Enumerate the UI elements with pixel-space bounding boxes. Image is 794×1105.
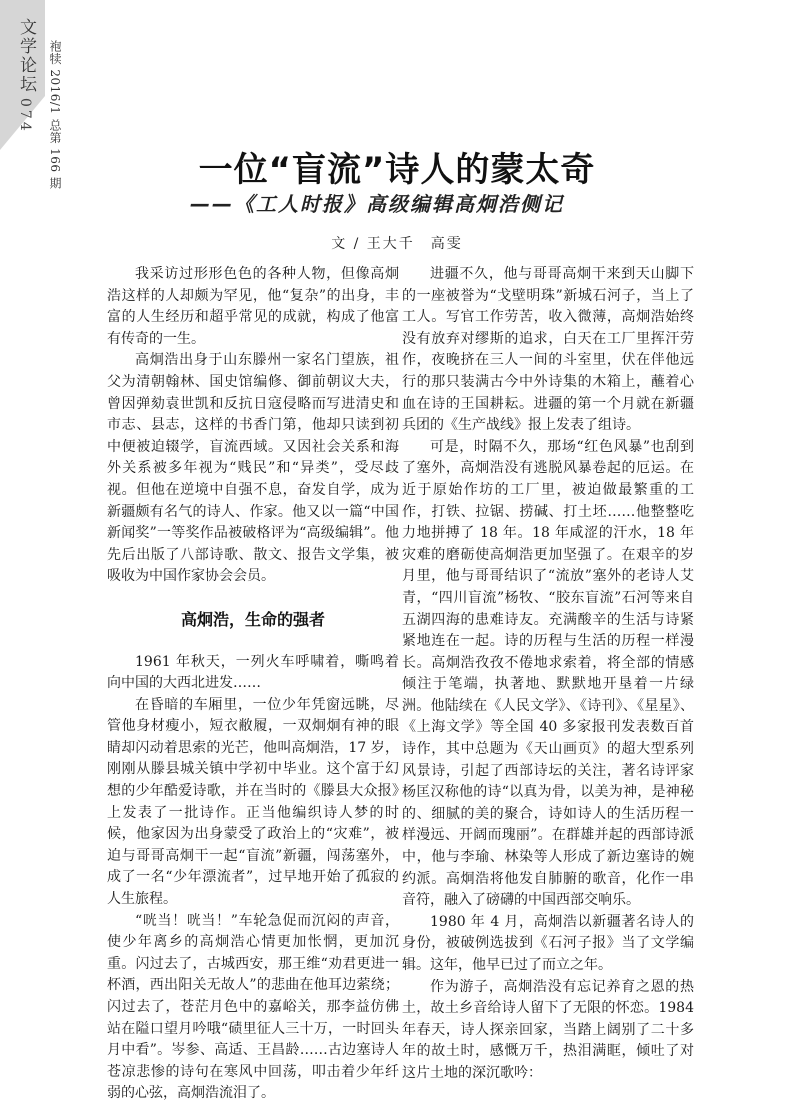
- paragraph: 1961 年秋天，一列火车呼啸着，嘶鸣着向中国的大西北进发……: [107, 653, 399, 692]
- issue-info: 袍犊 2016/1 总第 166 期: [48, 40, 62, 190]
- section-heading: 高炯浩，生命的强者: [180, 609, 325, 629]
- page-number: 074: [17, 98, 33, 134]
- paragraph: 高炯浩出身于山东滕州一家名门望族，祖父为清朝翰林、国史馆编修、御前朝议大夫，曾因弹劾袁世凯和反抗日寇侵略而写进清史和市志、县志，这样的书香门第，他却只读到初中便被迫辍学，盲流西域。又因社会关系和海外关系被多年视为“贱民”和“异类”，受尽歧视。但他在逆境中自强不息，奋发自学，成为新疆颇有名气的诗人、作家。他又以一篇“中国新闻奖”一等奖作品被破格评为“高级编辑”。他先后出版了八部诗歌、散文、报告文学集，被吸收为中国作家协会会员。: [107, 352, 399, 585]
- paragraph: 进疆不久，他与哥哥高炯干来到天山脚下的一座被誉为“戈壁明珠”新城石河子，当上了工人。写官工作劳苦，收入微薄，高炯浩始终没有放弃对缪斯的追求，白天在工厂里挥汗劳作，夜晚挤在三人一间的斗室里，伏在伴他远行的那只装满古今中外诗集的木箱上，蘸着心血在诗的王国耕耘。进疆的第一个月就在新疆兵团的《生产战线》报上发表了组诗。: [402, 266, 694, 434]
- article-byline: 文 / 王大千 高雯: [331, 236, 463, 252]
- article-title: 一位“盲流”诗人的蒙太奇: [198, 150, 596, 190]
- paragraph: 1980 年 4 月，高炯浩以新疆著名诗人的身份，被破例选拔到《石河子报》当了文学编辑。这年，他早已过了而立之年。: [402, 913, 694, 973]
- left-column: [107, 264, 399, 1105]
- paragraph: 可是，时隔不久，那场“红色风暴”也刮到了塞外，高炯浩没有逃脱风暴卷起的厄运。在近于原始作坊的工厂里，被迫做最繁重的工作，打铁、拉锯、捞碱、打土坯……他整整吃力地拼搏了 18 年。18 年咸涩的汗水，18 年灾难的磨砺使高炯浩更加坚强了。在艰辛的岁月里，他与哥哥结识了“流放”塞外的老诗人艾青，“四川盲流”杨牧、“胶东盲流”石河等来自五湖四海的患难诗友。充满酸辛的生活与诗紧紧地连在一起。诗的历程与生活的历程一样漫长。高炯浩孜孜不倦地求索着，将全部的情感倾注于笔端，执著地、默默地开垦着一片绿洲。他陆续在《人民文学》、《诗刊》、《星星》、《上海文学》等全国 40 多家报刊发表数百首诗作，其中总题为《天山画页》的超大型系列风景诗，引起了西部诗坛的关注，著名诗评家杨匡汉称他的诗“以真为骨，以美为神，是神秘的、细腻的美的聚合，诗如诗人的生活历程一样漫远、开阔而瑰丽”。在群雄并起的西部诗派中，他与李瑜、林染等人形成了新边塞诗的婉约派。高炯浩将他发自肺腑的歌音，化作一串音符，融入了磅礴的中国西部交响乐。: [402, 438, 694, 909]
- paragraph: 作为游子，高炯浩没有忘记养育之恩的热土，故土乡音给诗人留下了无限的怀恋。1984 年春天，诗人探亲回家，当踏上阔别了二十多年的故土时，感慨万千，热泪满眶，倾吐了对这片土地的深沉歌吟：: [402, 978, 694, 1081]
- paragraph: 我采访过形形色色的各种人物，但像高炯浩这样的人却颇为罕见，他“复杂”的出身，丰富的人生经历和超乎常见的成就，构成了他富有传奇的一生。: [107, 266, 399, 347]
- right-column: [402, 264, 694, 1085]
- paragraph: 在昏暗的车厢里，一位少年凭窗远眺，尽管他身材瘦小，短衣敝履，一双炯炯有神的眼睛却闪动着思索的光芒，他叫高炯浩，17 岁，刚刚从滕县城关镇中学初中毕业。这个富于幻想的少年酷爱诗歌，并在当时的《滕县大众报》上发表了一批诗作。正当他编织诗人梦的时候，他家因为出身蒙受了政治上的“灾难”，被迫与哥哥高炯干一起“盲流”新疆，闯荡塞外，成了一名“少年漂流者”，过早地开始了孤寂的人生旅程。: [107, 696, 399, 908]
- paragraph: “咣当！咣当！”车轮急促而沉闷的声音，使少年离乡的高炯浩心情更加怅惘，更加沉重。闪过去了，古城西安，那王维“劝君更进一杯酒，西出阳关无故人”的悲曲在他耳边萦绕；闪过去了，苍茫月色中的嘉峪关，那李益仿佛站在隘口望月吟哦“碛里征人三十万，一时回头月中看”。岑参、高适、王昌龄……古边塞诗人苍凉悲惨的诗句在寒风中回荡，叩击着少年纤弱的心弦，高炯浩流泪了。: [107, 912, 399, 1102]
- article-subtitle: ——《工人时报》高级编辑高炯浩侧记: [190, 192, 564, 216]
- journal-name: 文学论坛: [16, 18, 36, 94]
